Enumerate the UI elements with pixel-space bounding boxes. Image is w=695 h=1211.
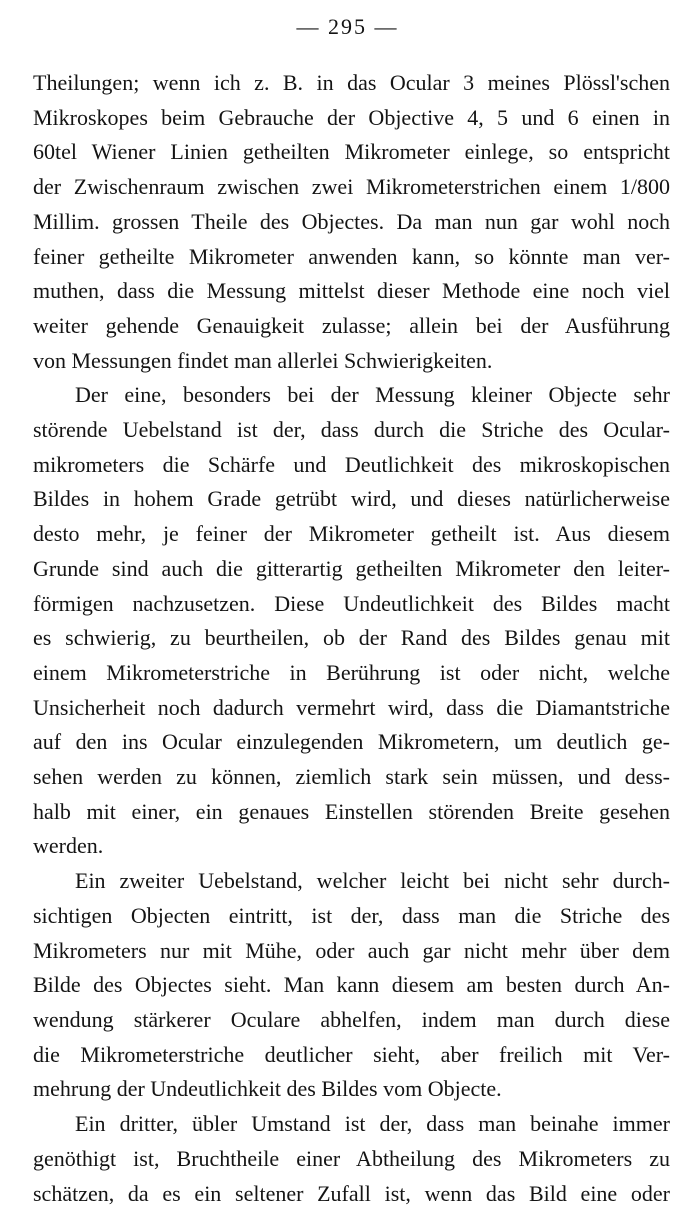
text-line: der Zwischenraum zwischen zwei Mikrometerstrichen einem 1/800 [33, 170, 670, 205]
text-line: Ein dritter, übler Umstand ist der, dass man beinahe immer [33, 1107, 670, 1142]
text-line: förmigen nachzusetzen. Diese Undeutlichkeit des Bildes macht [33, 587, 670, 622]
text-line: Millim. grossen Theile des Objectes. Da man nun gar wohl noch [33, 205, 670, 240]
text-line: Bildes in hohem Grade getrübt wird, und dieses natürlicherweise [33, 482, 670, 517]
paragraph-2 [33, 378, 670, 864]
text-line: weiter gehende Genauigkeit zulasse; allein bei der Ausführung [33, 309, 670, 344]
text-line: Mikroskopes beim Gebrauche der Objective 4, 5 und 6 einen in [33, 101, 670, 136]
paragraph-3 [33, 864, 670, 1107]
text-line: muthen, dass die Messung mittelst dieser Methode eine noch viel [33, 274, 670, 309]
text-line: Bilde des Objectes sieht. Man kann diesem am besten durch An- [33, 968, 670, 1003]
text-line: halb mit einer, ein genaues Einstellen störenden Breite gesehen [33, 795, 670, 830]
text-line: Grunde sind auch die gitterartig getheilten Mikrometer den leiter- [33, 552, 670, 587]
text-line: die Mikrometerstriche deutlicher sieht, aber freilich mit Ver- [33, 1038, 670, 1073]
text-line: auf den ins Ocular einzulegenden Mikrometern, um deutlich ge- [33, 725, 670, 760]
text-line: desto mehr, je feiner der Mikrometer getheilt ist. Aus diesem [33, 517, 670, 552]
text-line: schätzen, da es ein seltener Zufall ist, wenn das Bild eine oder [33, 1177, 670, 1211]
text-line: feiner getheilte Mikrometer anwenden kann, so könnte man ver- [33, 240, 670, 275]
text-line: sichtigen Objecten eintritt, ist der, dass man die Striche des [33, 899, 670, 934]
text-line: Theilungen; wenn ich z. B. in das Ocular 3 meines Plössl'schen [33, 66, 670, 101]
text-line: es schwierig, zu beurtheilen, ob der Rand des Bildes genau mit [33, 621, 670, 656]
text-line: Unsicherheit noch dadurch vermehrt wird, dass die Diamantstriche [33, 691, 670, 726]
text-line: Ein zweiter Uebelstand, welcher leicht bei nicht sehr durch- [33, 864, 670, 899]
page-number: — 295 — [0, 14, 695, 40]
text-line: von Messungen findet man allerlei Schwierigkeiten. [33, 344, 670, 379]
text-line: werden. [33, 829, 670, 864]
text-line: mikrometers die Schärfe und Deutlichkeit des mikroskopischen [33, 448, 670, 483]
text-line: wendung stärkerer Oculare abhelfen, indem man durch diese [33, 1003, 670, 1038]
text-line: Der eine, besonders bei der Messung kleiner Objecte sehr [33, 378, 670, 413]
paragraph-4 [33, 1107, 670, 1211]
text-line: 60tel Wiener Linien getheilten Mikrometer einlege, so entspricht [33, 135, 670, 170]
text-line: genöthigt ist, Bruchtheile einer Abtheilung des Mikrometers zu [33, 1142, 670, 1177]
text-line: mehrung der Undeutlichkeit des Bildes vom Objecte. [33, 1072, 670, 1107]
text-line: sehen werden zu können, ziemlich stark sein müssen, und dess- [33, 760, 670, 795]
text-line: einem Mikrometerstriche in Berührung ist oder nicht, welche [33, 656, 670, 691]
text-line: Mikrometers nur mit Mühe, oder auch gar nicht mehr über dem [33, 934, 670, 969]
paragraph-1 [33, 66, 670, 378]
text-line: störende Uebelstand ist der, dass durch die Striche des Ocular- [33, 413, 670, 448]
body-text [33, 66, 670, 1211]
